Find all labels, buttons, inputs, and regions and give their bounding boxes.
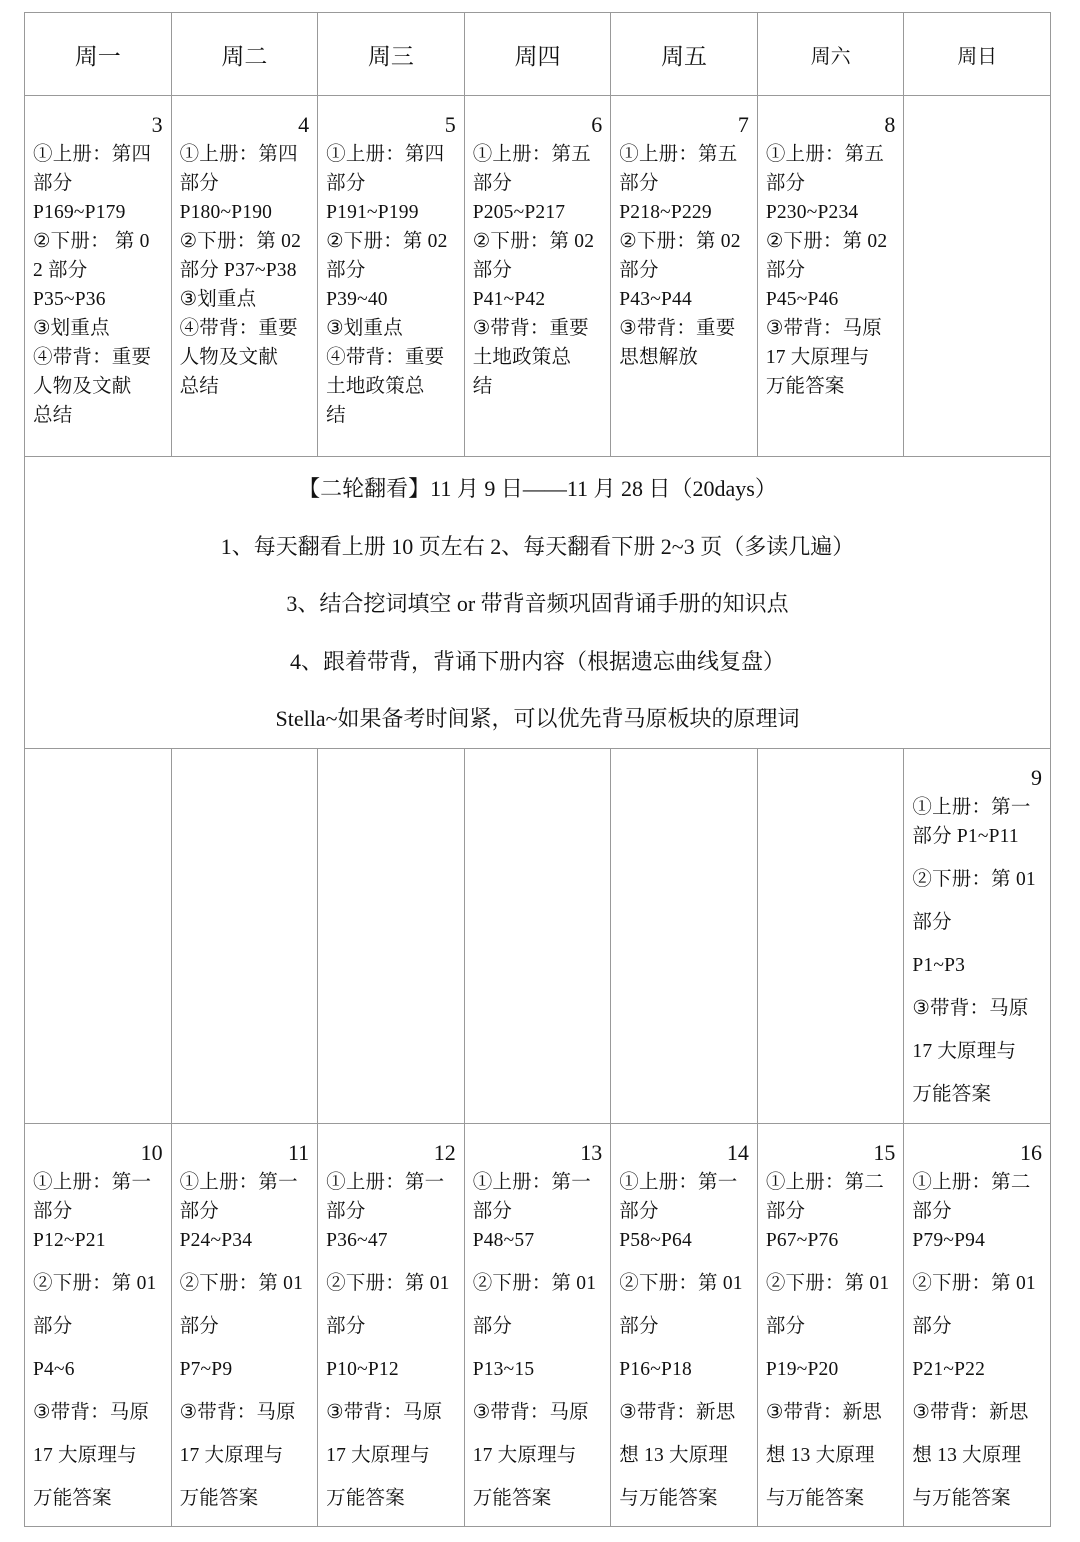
banner-note: 3、结合挖词填空 or 带背音频巩固背诵手册的知识点 [286, 591, 789, 616]
day-tasks: ①上册：第四 部分 P180~P190 ②下册：第 02 部分 P37~P38 ③划重点 ④带背：重要 人物及文献 总结 [179, 144, 302, 397]
day-cell [611, 1123, 758, 1526]
weekday-header: 周六 [757, 13, 904, 96]
day-cell [611, 748, 758, 1123]
week-row [25, 748, 1051, 1123]
banner-title: 【二轮翻看】11 月 9 日——11 月 28 日（20days） [298, 476, 777, 501]
day-tasks: ①上册：第五 部分 P205~P217 ②下册：第 02 部分 P41~P42 ③带背：重要 土地政策总 结 [472, 144, 595, 397]
banner-note: 1、每天翻看上册 10 页左右 2、每天翻看下册 2~3 页（多读几遍） [220, 533, 855, 559]
study-calendar-table [24, 12, 1051, 1527]
day-tasks-continued: ②下册：第 01 部分 P1~P3 ③带背：马原 17 大原理与 万能答案 [912, 868, 1036, 1105]
day-number [180, 749, 310, 793]
day-number: 16 [1020, 1139, 1042, 1165]
day-tasks-continued: ②下册：第 01 部分 P7~P9 ③带背：马原 17 大原理与 万能答案 [179, 1272, 304, 1509]
day-number: 3 [151, 112, 163, 137]
day-number: 5 [444, 112, 456, 137]
day-number: 6 [591, 112, 603, 137]
day-cell [464, 96, 611, 457]
weekday-header: 周三 [318, 13, 465, 96]
day-cell [757, 748, 904, 1123]
day-tasks-continued: ②下册：第 01 部分 P19~P20 ③带背：新思 想 13 大原理 与万能答案 [765, 1272, 890, 1509]
day-tasks-continued: ②下册：第 01 部分 P10~P12 ③带背：马原 17 大原理与 万能答案 [326, 1272, 450, 1509]
day-cell [171, 96, 318, 457]
day-tasks: ①上册：第五 部分 P218~P229 ②下册：第 02 部分 P43~P44 ③带背：重要 思想解放 [619, 144, 741, 368]
day-number: 4 [298, 112, 310, 137]
day-tasks: ①上册：第四 部分 P191~P199 ②下册：第 02 部分 P39~40 ③划重点 ④带背：重要 土地政策总 结 [326, 144, 448, 426]
day-number: 7 [737, 112, 749, 137]
day-tasks: ①上册：第一 部分 P36~47 [326, 1171, 445, 1251]
day-cell [904, 96, 1051, 457]
banner-note: 4、跟着带背，背诵下册内容（根据遗忘曲线复盘） [289, 648, 785, 674]
banner-row [25, 457, 1051, 749]
day-cell [464, 1123, 611, 1526]
weekday-header-row [25, 13, 1051, 96]
weekday-header: 周一 [25, 13, 172, 96]
day-cell [318, 96, 465, 457]
weekday-header: 周五 [611, 13, 758, 96]
day-tasks-continued: ②下册：第 01 部分 P13~15 ③带背：马原 17 大原理与 万能答案 [472, 1272, 597, 1509]
day-tasks: ①上册：第四 部分 P169~P179 ②下册： 第 0 2 部分 P35~P36 ③划重点 ④带背：重要 人物及文献 总结 [33, 144, 152, 426]
day-tasks-continued: ②下册：第 01 部分 P4~6 ③带背：马原 17 大原理与 万能答案 [33, 1272, 157, 1509]
day-number: 10 [140, 1139, 163, 1165]
day-tasks: ①上册：第二 部分 P67~P76 [765, 1171, 885, 1251]
day-number: 8 [884, 112, 896, 137]
day-number: 12 [433, 1139, 456, 1165]
day-number: 13 [580, 1139, 603, 1165]
day-cell [318, 748, 465, 1123]
day-tasks: ①上册：第一 部分 P48~57 [472, 1171, 591, 1251]
day-tasks-continued: ②下册：第 01 部分 P16~P18 ③带背：新思 想 13 大原理 与万能答案 [619, 1272, 743, 1509]
day-cell [25, 748, 172, 1123]
day-number: 14 [726, 1139, 749, 1165]
weekday-header: 周四 [464, 13, 611, 96]
day-tasks-continued: ②下册：第 01 部分 P21~P22 ③带背：新思 想 13 大原理 与万能答案 [912, 1272, 1036, 1509]
day-tasks: ①上册：第二 部分 P79~P94 [912, 1171, 1031, 1251]
day-number: 11 [287, 1139, 310, 1165]
day-number [912, 96, 1042, 140]
second-round-notes [25, 457, 1051, 749]
day-cell [757, 96, 904, 457]
day-cell [757, 1123, 904, 1526]
banner-note: Stella~如果备考时间紧，可以优先背马原板块的原理词 [275, 706, 800, 731]
day-tasks: ①上册：第一 部分 P1~P11 [912, 796, 1031, 847]
week-row [25, 96, 1051, 457]
day-cell [464, 748, 611, 1123]
day-cell [25, 1123, 172, 1526]
day-cell [904, 748, 1051, 1123]
day-cell [904, 1123, 1051, 1526]
day-tasks: ①上册：第一 部分 P12~P21 [33, 1171, 152, 1251]
day-tasks: ①上册：第一 部分 P24~P34 [179, 1171, 298, 1251]
week-row [25, 1123, 1051, 1526]
day-cell [171, 748, 318, 1123]
day-number [619, 749, 749, 793]
day-cell [25, 96, 172, 457]
day-cell [611, 96, 758, 457]
day-tasks: ①上册：第一 部分 P58~P64 [619, 1171, 738, 1251]
weekday-header: 周二 [171, 13, 318, 96]
day-number: 15 [873, 1139, 896, 1165]
day-number [473, 749, 603, 793]
day-cell [318, 1123, 465, 1526]
day-number [33, 749, 163, 793]
day-number [766, 749, 896, 793]
day-number: 9 [1031, 764, 1042, 790]
day-tasks: ①上册：第五 部分 P230~P234 ②下册：第 02 部分 P45~P46 ③带背：马原 17 大原理与 万能答案 [765, 144, 888, 397]
day-cell [171, 1123, 318, 1526]
weekday-header: 周日 [904, 13, 1051, 96]
day-number [326, 749, 456, 793]
